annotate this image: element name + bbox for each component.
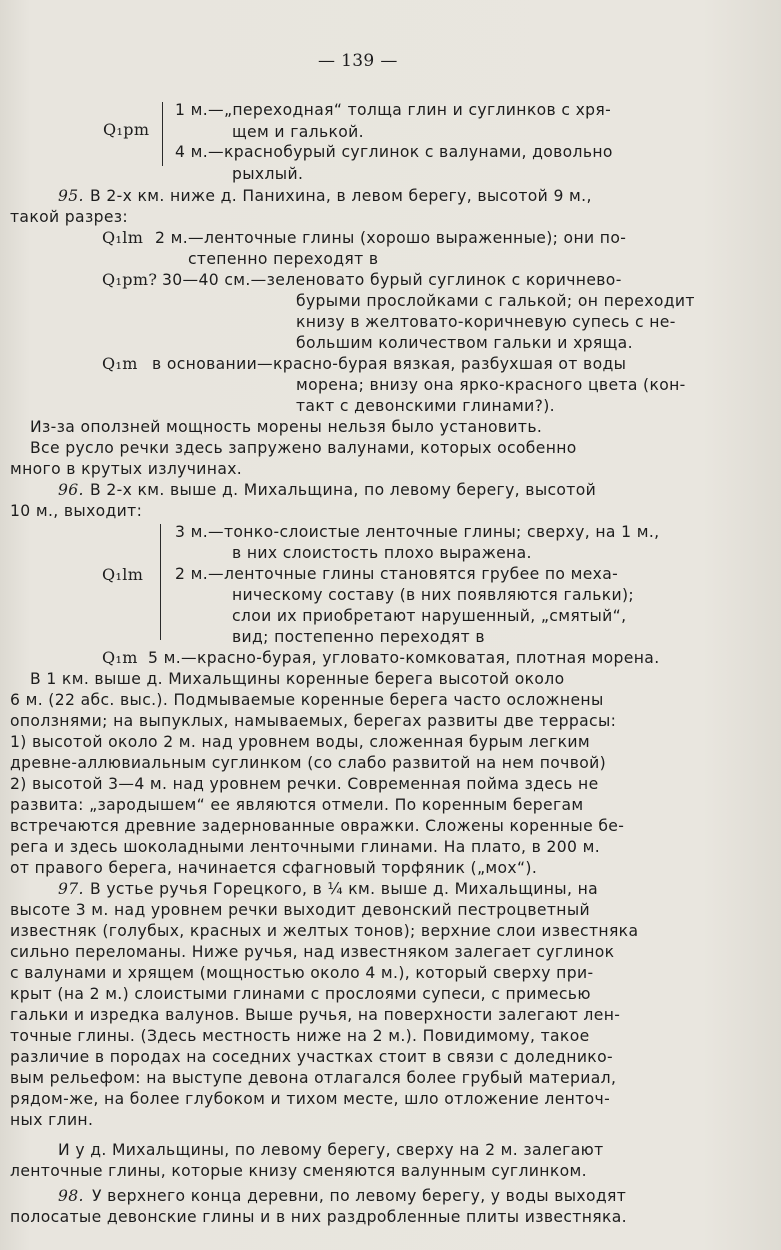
paragraph-line: развита: „зародышем“ ее являются отмели. По коренным берегам xyxy=(10,796,584,814)
layer-line: ническому составу (в них появляются гальки); xyxy=(232,586,635,604)
page-number: — 139 — xyxy=(318,51,398,71)
layer-line: вид; постепенно переходят в xyxy=(232,628,485,646)
paragraph-line: И у д. Михальщины, по левому берегу, сверху на 2 м. залегают xyxy=(58,1141,604,1159)
layer-line: 3 м.—тонко-слоистые ленточные глины; сверху, на 1 м., xyxy=(175,523,660,541)
layer-line: в них слоистость плохо выражена. xyxy=(232,544,532,562)
paragraph-line: вым рельефом: на выступе девона отлагался более грубый материал, xyxy=(10,1069,617,1087)
paragraph-line: сильно переломаны. Ниже ручья, над известняком залегает суглинок xyxy=(10,943,615,961)
layer-line: слои их приобретают нарушенный, „смятый“, xyxy=(232,607,627,625)
layer-line: 30—40 см.—зеленовато бурый суглинок с коричнево- xyxy=(162,271,622,289)
paragraph-line: гальки и изредка валунов. Выше ручья, на поверхности залегают лен- xyxy=(10,1006,621,1024)
paragraph-line: 6 м. (22 абс. выс.). Подмываемые коренные берега часто осложнены xyxy=(10,691,604,709)
layer-line: морена; внизу она ярко-красного цвета (кон- xyxy=(296,376,686,394)
paragraph-line: ных глин. xyxy=(10,1111,94,1129)
strat-label: Q₁lm xyxy=(102,565,144,584)
paragraph-line: В 1 км. выше д. Михальщины коренные берега высотой около xyxy=(30,670,565,688)
paragraph-line: точные глины. (Здесь местность ниже на 2 м.). Повидимому, такое xyxy=(10,1027,590,1045)
strat-label: Q₁m xyxy=(102,648,138,667)
paragraph-line: известняк (голубых, красных и желтых тонов); верхние слои известняка xyxy=(10,922,639,940)
strat-label: Q₁m xyxy=(102,354,138,373)
bracket xyxy=(160,524,161,640)
paragraph-line: от правого берега, начинается сфагновый торфяник („мох“). xyxy=(10,859,538,877)
paragraph-line: В 2-х км. выше д. Михальщина, по левому берегу, высотой xyxy=(90,481,597,499)
paragraph-line: различие в породах на соседних участках стоит в связи с доледнико- xyxy=(10,1048,613,1066)
layer-line: 2 м.—ленточные глины становятся грубее по меха- xyxy=(175,565,619,583)
strat-label: Q₁pm xyxy=(103,120,150,139)
paragraph-line: крыт (на 2 м.) слоистыми глинами с прослоями супеси, с примесью xyxy=(10,985,591,1003)
paragraph-line: полосатые девонские глины и в них раздробленные плиты известняка. xyxy=(10,1208,627,1226)
section-number: 96. xyxy=(58,481,84,499)
paragraph-line: У верхнего конца деревни, по левому берегу, у воды выходят xyxy=(92,1187,627,1205)
layer-line: 1 м.—„переходная“ толща глин и суглинков с хря- xyxy=(175,101,612,119)
layer-line: книзу в желтовато-коричневую супесь с не- xyxy=(296,313,676,331)
layer-line: щем и галькой. xyxy=(232,123,364,141)
layer-line: большим количеством гальки и хряща. xyxy=(296,334,633,352)
paragraph-line: Из-за оползней мощность морены нельзя было установить. xyxy=(30,418,543,436)
paragraph-line: с валунами и хрящем (мощностью около 4 м.), который сверху при- xyxy=(10,964,594,982)
strat-label: Q₁pm? xyxy=(102,270,158,289)
layer-line: степенно переходят в xyxy=(188,250,379,268)
paragraph-line: такой разрез: xyxy=(10,208,129,226)
paragraph-line: рядом-же, на более глубоком и тихом месте, шло отложение ленточ- xyxy=(10,1090,611,1108)
paragraph-line: много в крутых излучинах. xyxy=(10,460,243,478)
paragraph-line: рега и здесь шоколадными ленточными глинами. На плато, в 200 м. xyxy=(10,838,601,856)
strat-label: Q₁lm xyxy=(102,228,144,247)
bracket xyxy=(162,102,163,166)
paragraph-line: В 2-х км. ниже д. Панихина, в левом берегу, высотой 9 м., xyxy=(90,187,592,205)
paragraph-line: Все русло речки здесь запружено валунами, которых особенно xyxy=(30,439,577,457)
layer-line: такт с девонскими глинами?). xyxy=(296,397,555,415)
layer-line: 4 м.—краснобурый суглинок с валунами, довольно xyxy=(175,143,613,161)
paragraph-line: оползнями; на выпуклых, намываемых, берегах развиты две террасы: xyxy=(10,712,617,730)
paragraph-line: ленточные глины, которые книзу сменяются валунным суглинком. xyxy=(10,1162,587,1180)
paragraph-line: 1) высотой около 2 м. над уровнем воды, сложенная бурым легким xyxy=(10,733,590,751)
paragraph-line: В устье ручья Горецкого, в ¼ км. выше д. Михальщины, на xyxy=(90,880,599,898)
paragraph-line: высоте 3 м. над уровнем речки выходит девонский пестроцветный xyxy=(10,901,590,919)
section-number: 95. xyxy=(58,187,84,205)
layer-line: бурыми прослойками с галькой; он переходит xyxy=(296,292,695,310)
paragraph-line: встречаются древние задернованные овражки. Сложены коренные бе- xyxy=(10,817,625,835)
paragraph-line: 10 м., выходит: xyxy=(10,502,143,520)
section-number: 97. xyxy=(58,880,84,898)
layer-line: 2 м.—ленточные глины (хорошо выраженные); они по- xyxy=(155,229,627,247)
layer-line: 5 м.—красно-бурая, угловато-комковатая, плотная морена. xyxy=(148,649,660,667)
layer-line: в основании—красно-бурая вязкая, разбухшая от воды xyxy=(152,355,627,373)
paragraph-line: 2) высотой 3—4 м. над уровнем речки. Современная пойма здесь не xyxy=(10,775,599,793)
section-number: 98. xyxy=(58,1187,84,1205)
paragraph-line: древне-аллювиальным суглинком (со слабо развитой на нем почвой) xyxy=(10,754,607,772)
layer-line: рыхлый. xyxy=(232,165,304,183)
